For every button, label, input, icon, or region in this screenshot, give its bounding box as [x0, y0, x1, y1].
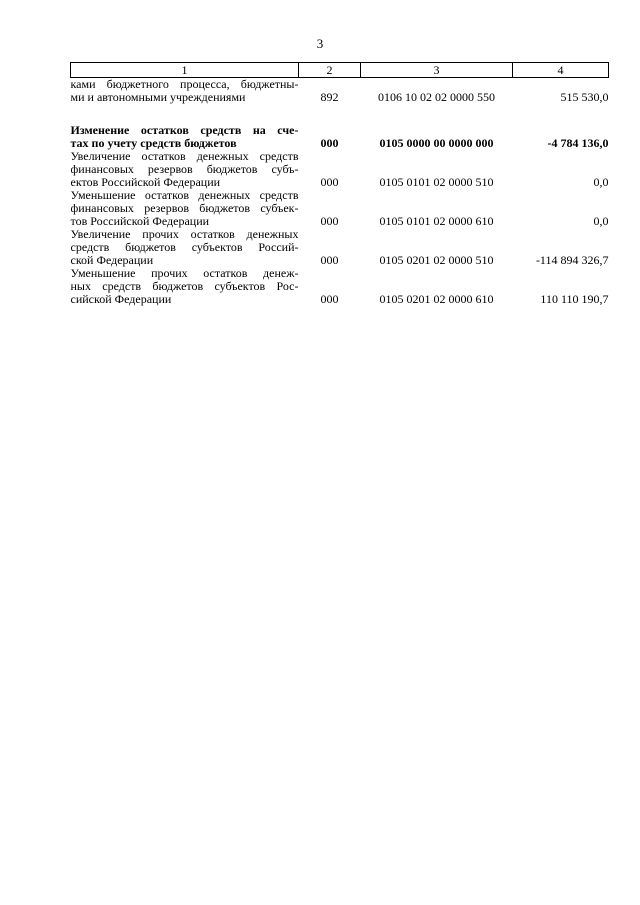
- description-line: тах по учету средств бюджетов: [70, 136, 237, 150]
- description-line: ектов Российской Федерации: [70, 175, 221, 189]
- table-header-row: [71, 63, 609, 78]
- column-header-4: 4: [513, 63, 609, 78]
- description-line: финансовых резервов бюджетов субъ-: [70, 162, 299, 176]
- row-spacer: [71, 104, 609, 124]
- amount: 110 110 190,7: [540, 292, 609, 306]
- row-description: [71, 228, 299, 267]
- row-description: [71, 124, 299, 150]
- admin-code: 000: [320, 214, 339, 228]
- description-line: ми и автономными учреждениями: [70, 90, 246, 104]
- page-number: 3: [316, 36, 324, 51]
- admin-code: 000: [320, 175, 339, 189]
- budget-classification-code: 0105 0000 00 0000 000: [379, 136, 494, 150]
- description-line: Увеличение прочих остатков денежных: [70, 227, 299, 241]
- budget-classification-code: 0106 10 02 02 0000 550: [378, 90, 495, 104]
- row-description: [71, 150, 299, 189]
- amount: -4 784 136,0: [547, 136, 609, 150]
- budget-classification-code: 0105 0101 02 0000 510: [379, 175, 494, 189]
- budget-classification-code: 0105 0101 02 0000 610: [379, 214, 494, 228]
- budget-table: [70, 62, 609, 306]
- description-line: ных средств бюджетов субъектов Рос-: [70, 279, 299, 293]
- row-description: [71, 78, 299, 105]
- table-row: [71, 267, 609, 306]
- table-row: [71, 189, 609, 228]
- amount: 0,0: [593, 175, 609, 189]
- budget-classification-code: 0105 0201 02 0000 610: [379, 292, 494, 306]
- column-header-2: 2: [299, 63, 361, 78]
- description-line: сийской Федерации: [70, 292, 172, 306]
- table-row: [71, 150, 609, 189]
- row-description: [71, 189, 299, 228]
- description-line: Увеличение остатков денежных средств: [70, 149, 299, 163]
- row-spacer-cell: [71, 104, 609, 124]
- amount: 0,0: [593, 214, 609, 228]
- admin-code: 892: [320, 90, 339, 104]
- column-header-1: 1: [71, 63, 299, 78]
- table-row: [71, 228, 609, 267]
- budget-classification-code: 0105 0201 02 0000 510: [379, 253, 494, 267]
- amount: -114 894 326,7: [535, 253, 609, 267]
- description-line: Изменение остатков средств на сче-: [70, 123, 299, 137]
- description-line: Уменьшение прочих остатков денеж-: [70, 266, 299, 280]
- admin-code: 000: [320, 253, 339, 267]
- admin-code: 000: [320, 292, 339, 306]
- description-line: Уменьшение остатков денежных средств: [70, 188, 299, 202]
- admin-code: 000: [320, 136, 339, 150]
- table-row: [71, 124, 609, 150]
- table-row: [71, 78, 609, 105]
- description-line: ками бюджетного процесса, бюджетны-: [70, 77, 299, 91]
- description-line: финансовых резервов бюджетов субъек-: [70, 201, 299, 215]
- description-line: ской Федерации: [70, 253, 154, 267]
- amount: 515 530,0: [560, 90, 609, 104]
- description-line: тов Российской Федерации: [70, 214, 210, 228]
- row-description: [71, 267, 299, 306]
- column-header-3: 3: [361, 63, 513, 78]
- description-line: средств бюджетов субъектов Россий-: [70, 240, 299, 254]
